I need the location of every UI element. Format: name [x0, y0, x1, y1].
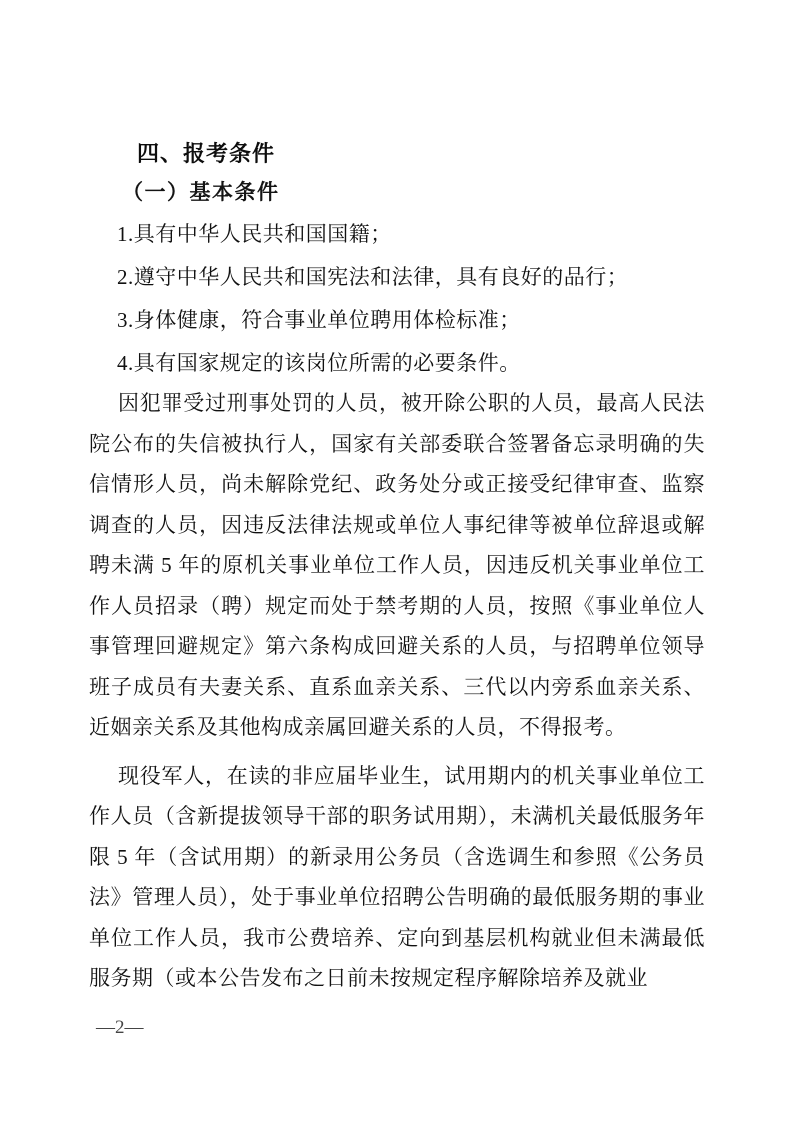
document-content	[89, 143, 705, 999]
page-number: —2—	[96, 1017, 144, 1038]
basic-conditions-list	[89, 213, 705, 385]
subsection-heading: （一）基本条件	[122, 180, 280, 204]
basic-condition-2: 2.遵守中华人民共和国宪法和法律，具有良好的品行；	[117, 265, 629, 289]
paragraph-restricted-persons: 现役军人，在读的非应届毕业生，试用期内的机关事业单位工作人员（含新提拔领导干部的职务试用期），未满机关最低服务年限 5 年（含试用期）的新录用公务员（含选调生和参照《公务员法》管理人员），处于事业单位招聘公告明确的最低服务期的事业单位工作人员，我市公费培养、定向到基层机构就业但未满最低服务期（或本公告发布之日前未按规定程序解除培养及就业	[89, 763, 705, 990]
paragraph-disqualified-persons: 因犯罪受过刑事处罚的人员，被开除公职的人员，最高人民法院公布的失信被执行人，国家有关部委联合签署备忘录明确的失信情形人员，尚未解除党纪、政务处分或正接受纪律审查、监察调查的人员，因违反法律法规或单位人事纪律等被单位辞退或解聘未满 5 年的原机关事业单位工作人员，因违反机关事业单位工作人员招录（聘）规定而处于禁考期的人员，按照《事业单位人事管理回避规定》第六条构成回避关系的人员，与招聘单位领导班子成员有夫妻关系、直系血亲关系、三代以内旁系血亲关系、近姻亲关系及其他构成亲属回避关系的人员，不得报考。	[89, 391, 705, 739]
basic-condition-3: 3.身体健康，符合事业单位聘用体检标准；	[117, 308, 521, 332]
section-heading: 四、报考条件	[137, 141, 276, 166]
basic-condition-1: 1.具有中华人民共和国国籍；	[117, 222, 392, 246]
basic-condition-4: 4.具有国家规定的该岗位所需的必要条件。	[117, 351, 521, 375]
